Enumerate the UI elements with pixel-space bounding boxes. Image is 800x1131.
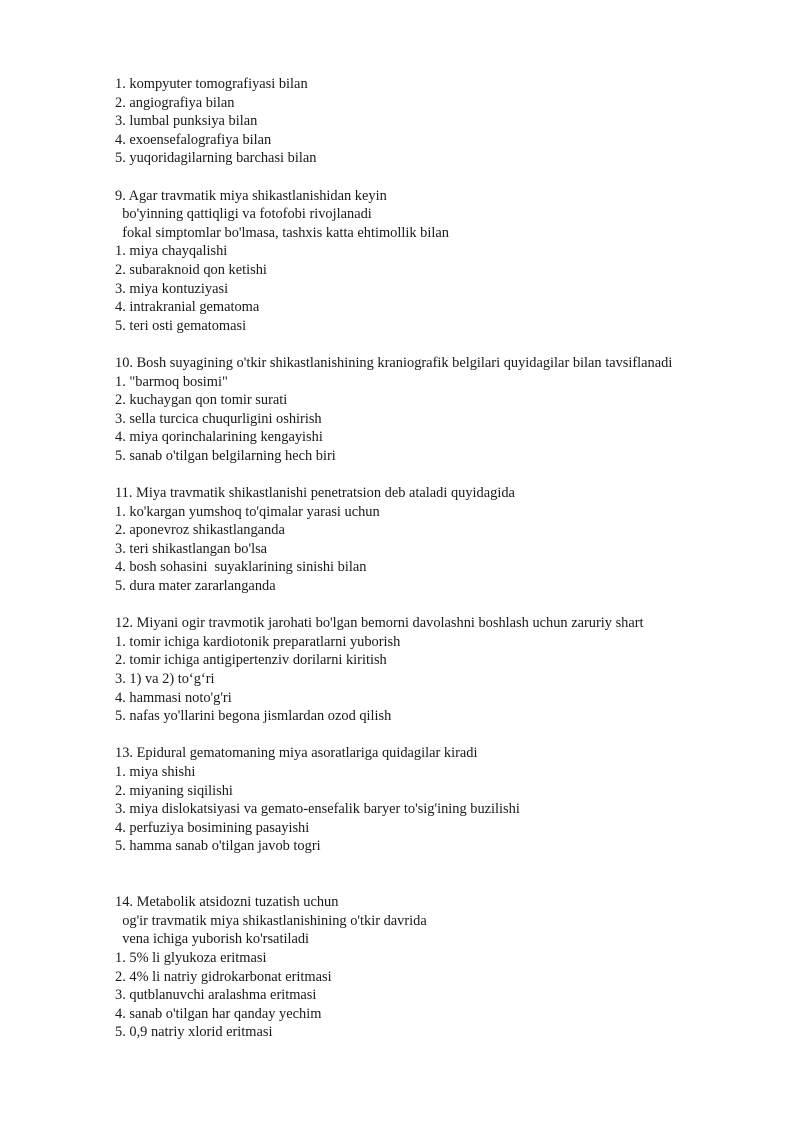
question-11 — [115, 484, 775, 596]
question-text: 13. Epidural gematomaning miya asoratlariga quidagilar kiradi — [115, 745, 478, 762]
spacer — [115, 168, 775, 187]
document-body — [115, 75, 775, 1042]
question-text: og'ir travmatik miya shikastlanishining o'tkir davrida — [115, 912, 427, 929]
option-line: 1. kompyuter tomografiyasi bilan — [115, 76, 308, 92]
option-line: 5. dura mater zararlanganda — [115, 578, 276, 595]
option-line: 4. miya qorinchalarining kengayishi — [115, 429, 323, 446]
question-14 — [115, 893, 775, 1042]
option-line: 4. hammasi noto'g'ri — [115, 689, 232, 706]
option-line: 1. ko'kargan yumshoq to'qimalar yarasi uchun — [115, 503, 380, 520]
spacer — [115, 596, 775, 615]
question-9 — [115, 187, 775, 336]
option-line: 4. intrakranial gematoma — [115, 299, 260, 316]
option-line: 2. tomir ichiga antigipertenziv dorilarni kiritish — [115, 652, 387, 669]
question-text: 12. Miyani ogir travmotik jarohati bo'lgan bemorni davolashni boshlash uchun zaruriy shart — [115, 615, 644, 632]
question-text: bo'yinning qattiqligi va fotofobi rivojlanadi — [115, 206, 372, 223]
option-line: 1. miya shishi — [115, 763, 196, 780]
option-line: 2. miyaning siqilishi — [115, 782, 233, 799]
option-line: 3. teri shikastlangan bo'lsa — [115, 540, 268, 557]
option-line: 5. 0,9 natriy xlorid eritmasi — [115, 1024, 273, 1041]
question-10 — [115, 354, 775, 466]
option-line: 5. nafas yo'llarini begona jismlardan ozod qilish — [115, 708, 392, 725]
option-line: 1. tomir ichiga kardiotonik preparatlarni yuborish — [115, 633, 401, 650]
option-line: 2. 4% li natriy gidrokarbonat eritmasi — [115, 968, 332, 985]
option-line: 5. yuqoridagilarning barchasi bilan — [115, 150, 317, 167]
option-line: 3. miya kontuziyasi — [115, 280, 229, 297]
question-text: 14. Metabolik atsidozni tuzatish uchun — [115, 894, 339, 911]
option-line: 3. lumbal punksiya bilan — [115, 113, 258, 130]
option-line: 3. 1) va 2) to‘g‘ri — [115, 671, 215, 687]
option-line: 3. sella turcica chuqurligini oshirish — [115, 410, 322, 427]
option-line: 1. miya chayqalishi — [115, 243, 228, 260]
question-text: 11. Miya travmatik shikastlanishi penetratsion deb ataladi quyidagida — [115, 485, 515, 502]
option-line: 3. miya dislokatsiyasi va gemato-ensefalik baryer to'sig'ining buzilishi — [115, 801, 520, 818]
option-line: 4. bosh sohasini suyaklarining sinishi bilan — [115, 559, 367, 576]
option-line: 1. 5% li glyukoza eritmasi — [115, 949, 267, 966]
option-line: 1. "barmoq bosimi" — [115, 373, 228, 390]
spacer — [115, 335, 775, 354]
question-text: 9. Agar travmatik miya shikastlanishidan keyin — [115, 187, 387, 204]
question-13 — [115, 744, 775, 856]
question-text: vena ichiga yuborish ko'rsatiladi — [115, 931, 310, 948]
option-line: 5. teri osti gematomasi — [115, 317, 247, 334]
option-line: 4. exoensefalografiya bilan — [115, 131, 272, 148]
option-line: 2. subaraknoid qon ketishi — [115, 261, 267, 278]
option-line: 3. qutblanuvchi aralashma eritmasi — [115, 987, 317, 1004]
option-line: 4. sanab o'tilgan har qanday yechim — [115, 1005, 322, 1022]
option-line: 2. aponevroz shikastlanganda — [115, 522, 285, 539]
option-line: 5. sanab o'tilgan belgilarning hech biri — [115, 447, 336, 464]
option-line: 2. angiografiya bilan — [115, 94, 235, 111]
spacer — [115, 856, 775, 893]
spacer — [115, 465, 775, 484]
option-line: 4. perfuziya bosimining pasayishi — [115, 819, 310, 836]
question-8-options — [115, 75, 775, 168]
question-12 — [115, 614, 775, 726]
question-text: 10. Bosh suyagining o'tkir shikastlanishining kraniografik belgilari quyidagilar bilan tavsiflanadi — [115, 354, 673, 371]
option-line: 2. kuchaygan qon tomir surati — [115, 392, 288, 409]
spacer — [115, 726, 775, 745]
question-text: fokal simptomlar bo'lmasa, tashxis katta ehtimollik bilan — [115, 224, 449, 241]
option-line: 5. hamma sanab o'tilgan javob togri — [115, 838, 321, 855]
